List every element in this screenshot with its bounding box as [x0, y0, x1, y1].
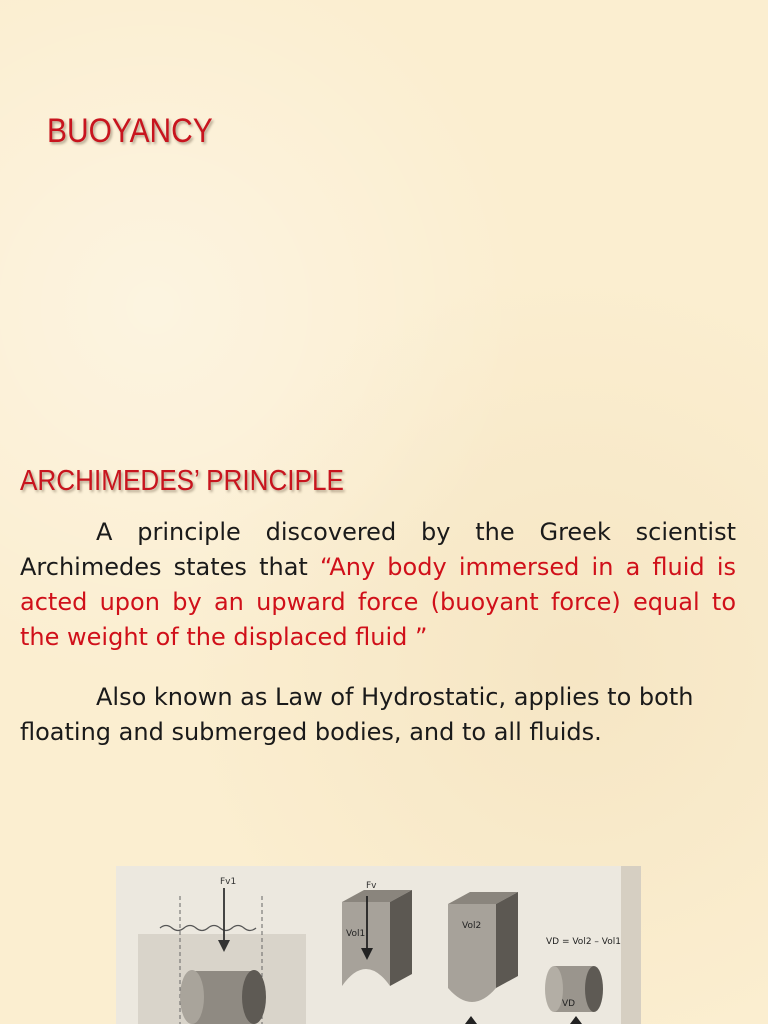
upward-arrow-2 — [570, 1016, 582, 1024]
cylinder-end — [242, 970, 266, 1024]
prism1-side — [390, 890, 412, 986]
fluid-surface-waves — [160, 926, 256, 931]
cylinder-front — [180, 970, 204, 1024]
slide-title: BUOYANCY — [47, 112, 213, 150]
prism1-front — [342, 902, 390, 986]
displaced-cylinder-end — [585, 966, 603, 1012]
buoyancy-diagram — [116, 866, 641, 1024]
buoyancy-diagram-svg — [116, 866, 641, 1024]
principle-quote: “Any body immersed in a fluid is acted upon by an upward force (buoyant force) equal to the weight of the displaced fluid ” — [20, 553, 736, 651]
prism2-side — [496, 892, 518, 988]
label-fv: Fv — [366, 881, 377, 891]
label-vol1: Vol1 — [346, 929, 366, 939]
prism2-front — [448, 904, 496, 1002]
volume-equation: VD = Vol2 – Vol1 — [546, 937, 621, 947]
principle-intro: A principle discovered by the Greek scientist Archimedes states that — [20, 518, 736, 581]
upward-arrow-1 — [465, 1016, 477, 1024]
section-heading: ARCHIMEDES’ PRINCIPLE — [20, 465, 344, 497]
label-fv1: Fv1 — [220, 877, 237, 887]
hydrostatic-paragraph: Also known as Law of Hydrostatic, applies to both floating and submerged bodies, and to all fluids. — [20, 683, 694, 746]
page-edge — [621, 866, 641, 1024]
principle-paragraph — [20, 515, 736, 655]
label-vd: VD — [562, 999, 576, 1009]
label-vol2: Vol2 — [462, 921, 482, 931]
displaced-cylinder-front — [545, 966, 563, 1012]
